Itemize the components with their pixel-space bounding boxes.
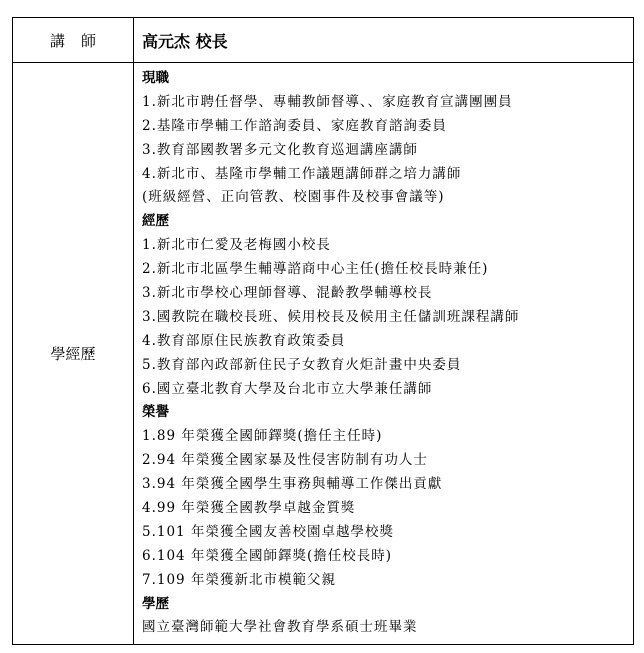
background-content-cell — [134, 63, 634, 645]
list-item: 2.新北市北區學生輔導諮商中心主任(擔任校長時兼任) — [142, 261, 489, 278]
list-item: 4.新北市、基隆市學輔工作議題講師群之培力講師 — [142, 165, 462, 182]
list-item: 3.教育部國教署多元文化教育巡迴講座講師 — [142, 141, 418, 158]
list-item: 2.基隆市學輔工作諮詢委員、家庭教育諮詢委員 — [142, 117, 447, 134]
list-item: 國立臺灣師範大學社會教育學系碩士班畢業 — [142, 619, 418, 636]
background-label: 學經歷 — [50, 345, 96, 364]
list-item: 6.104 年榮獲全國師鐸獎(擔任校長時) — [142, 547, 392, 564]
list-item: 4.99 年榮獲全國教學卓越金質獎 — [142, 500, 356, 517]
header-row — [13, 18, 634, 63]
list-item: 4.教育部原住民族教育政策委員 — [142, 332, 346, 349]
list-item: 2.94 年榮獲全國家暴及性侵害防制有功人士 — [142, 452, 428, 469]
lecturer-name: 高元杰 校長 — [142, 31, 228, 51]
list-item: (班級經營、正向管教、校園事件及校事會議等) — [142, 189, 445, 206]
lecturer-name-cell — [134, 18, 634, 63]
list-item: 7.109 年榮獲新北市模範父親 — [142, 571, 336, 588]
profile-table — [12, 17, 634, 645]
lecturer-label-cell — [13, 18, 134, 63]
section-heading-current-positions: 現職 — [142, 70, 169, 86]
section-heading-experience: 經歷 — [142, 213, 169, 230]
list-item: 1.新北市仁愛及老梅國小校長 — [142, 237, 331, 254]
list-item: 3.國教院在職校長班、候用校長及候用主任儲訓班課程講師 — [142, 308, 520, 325]
list-item: 6.國立臺北教育大學及台北市立大學兼任講師 — [142, 380, 433, 397]
list-item: 5.101 年榮獲全國友善校園卓越學校獎 — [142, 523, 394, 540]
lecturer-label: 講師 — [49, 31, 112, 50]
list-item: 3.94 年榮獲全國學生事務與輔導工作傑出貢獻 — [142, 476, 443, 493]
list-item: 1.89 年榮獲全國師鐸獎(擔任主任時) — [142, 428, 383, 445]
background-label-cell — [13, 63, 134, 645]
background-row — [13, 63, 634, 645]
section-heading-honors: 榮譽 — [142, 404, 169, 421]
list-item: 3.新北市學校心理師督導、混齡教學輔導校長 — [142, 285, 433, 302]
list-item: 1.新北市聘任督學、專輔教師督導、、家庭教育宣講團團員 — [142, 93, 513, 110]
section-heading-education: 學歷 — [142, 595, 169, 612]
list-item: 5.教育部內政部新住民子女教育火炬計畫中央委員 — [142, 356, 462, 373]
